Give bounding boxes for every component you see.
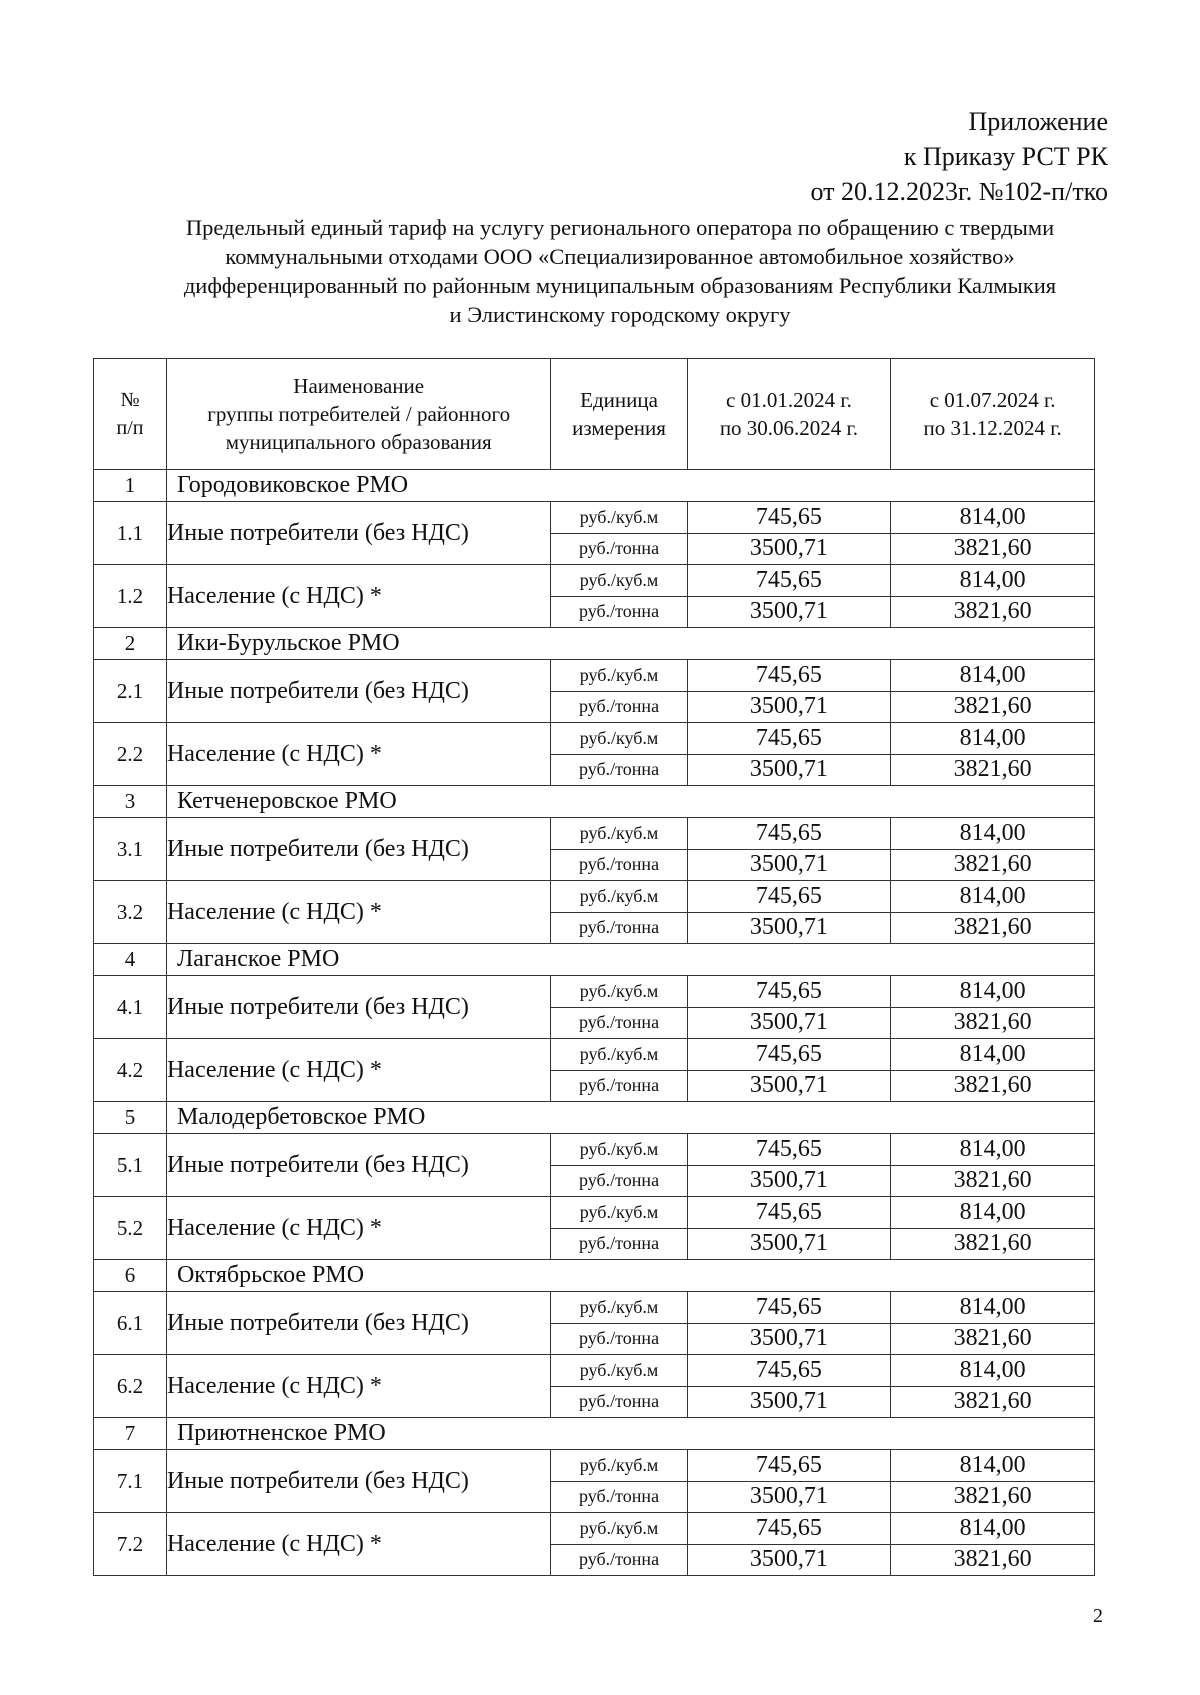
unit-cell: руб./куб.м [551,1039,687,1071]
tariff-period-1-value: 745,65 [687,1134,891,1166]
tariff-period-1-value: 3500,71 [687,1386,891,1418]
unit-cell: руб./тонна [551,1165,687,1197]
group-number: 5.1 [94,1134,167,1197]
consumer-group-name: Иные потребители (без НДС) [166,1292,550,1355]
district-row [94,786,1095,818]
tariff-period-2-value: 814,00 [891,976,1095,1008]
unit-cell: руб./куб.м [551,502,687,534]
tariff-period-2-value: 814,00 [891,1513,1095,1545]
tariff-period-1-value: 3500,71 [687,1544,891,1576]
tariff-row [94,976,1095,1008]
district-row [94,1418,1095,1450]
unit-cell: руб./тонна [551,596,687,628]
tariff-period-1-value: 3500,71 [687,1007,891,1039]
consumer-group-name: Население (с НДС) * [166,723,550,786]
consumer-group-name: Иные потребители (без НДС) [166,976,550,1039]
column-header-period-2 [891,359,1095,470]
tariff-period-2-value: 3821,60 [891,596,1095,628]
tariff-period-2-value: 814,00 [891,723,1095,755]
header-text: по 31.12.2024 г. [923,416,1062,440]
header-text: группы потребителей / районного [207,402,511,426]
consumer-group-name: Население (с НДС) * [166,881,550,944]
tariff-period-1-value: 745,65 [687,565,891,597]
tariff-table [93,358,1095,1576]
header-text: Единица [580,388,658,412]
district-number: 4 [94,944,167,976]
consumer-group-name: Иные потребители (без НДС) [166,1450,550,1513]
district-name: Приютненское РМО [166,1418,1094,1450]
consumer-group-name: Население (с НДС) * [166,565,550,628]
tariff-period-1-value: 3500,71 [687,691,891,723]
tariff-period-2-value: 3821,60 [891,1481,1095,1513]
tariff-row [94,1450,1095,1482]
tariff-period-2-value: 3821,60 [891,1228,1095,1260]
tariff-period-1-value: 3500,71 [687,1481,891,1513]
column-header-name [166,359,550,470]
tariff-period-2-value: 3821,60 [891,1165,1095,1197]
district-name: Лаганское РМО [166,944,1094,976]
unit-cell: руб./тонна [551,754,687,786]
tariff-row [94,881,1095,913]
header-text: с 01.01.2024 г. [726,388,852,412]
tariff-period-1-value: 745,65 [687,1355,891,1387]
tariff-period-1-value: 745,65 [687,881,891,913]
group-number: 3.2 [94,881,167,944]
district-number: 2 [94,628,167,660]
consumer-group-name: Население (с НДС) * [166,1355,550,1418]
group-number: 6.1 [94,1292,167,1355]
header-text: Наименование [293,374,425,398]
group-number: 7.1 [94,1450,167,1513]
consumer-group-name: Иные потребители (без НДС) [166,1134,550,1197]
tariff-period-1-value: 3500,71 [687,754,891,786]
tariff-period-1-value: 745,65 [687,723,891,755]
unit-cell: руб./куб.м [551,723,687,755]
group-number: 4.1 [94,976,167,1039]
tariff-period-2-value: 814,00 [891,1134,1095,1166]
header-order-reference: к Приказу РСТ РК [903,142,1108,171]
tariff-period-2-value: 3821,60 [891,912,1095,944]
group-number: 2.2 [94,723,167,786]
district-number: 5 [94,1102,167,1134]
district-name: Малодербетовское РМО [166,1102,1094,1134]
tariff-period-1-value: 3500,71 [687,533,891,565]
tariff-row [94,502,1095,534]
tariff-row [94,1039,1095,1071]
district-row [94,944,1095,976]
group-number: 5.2 [94,1197,167,1260]
tariff-period-2-value: 814,00 [891,1039,1095,1071]
consumer-group-name: Иные потребители (без НДС) [166,502,550,565]
group-number: 4.2 [94,1039,167,1102]
tariff-period-2-value: 814,00 [891,881,1095,913]
tariff-period-2-value: 3821,60 [891,1007,1095,1039]
unit-cell: руб./тонна [551,1070,687,1102]
unit-cell: руб./куб.м [551,660,687,692]
district-row [94,1260,1095,1292]
page-number: 2 [1093,1605,1103,1627]
header-text: с 01.07.2024 г. [929,388,1056,412]
tariff-period-2-value: 814,00 [891,818,1095,850]
unit-cell: руб./тонна [551,533,687,565]
tariff-period-1-value: 3500,71 [687,849,891,881]
tariff-row [94,1355,1095,1387]
header-text: по 30.06.2024 г. [719,416,859,440]
tariff-period-1-value: 3500,71 [687,912,891,944]
tariff-row [94,660,1095,692]
unit-cell: руб./куб.м [551,1450,687,1482]
unit-cell: руб./куб.м [551,1134,687,1166]
tariff-period-1-value: 3500,71 [687,596,891,628]
header-text: п/п [116,417,144,439]
unit-cell: руб./тонна [551,691,687,723]
tariff-period-1-value: 3500,71 [687,1323,891,1355]
unit-cell: руб./куб.м [551,565,687,597]
tariff-period-1-value: 745,65 [687,1197,891,1229]
unit-cell: руб./куб.м [551,1292,687,1324]
column-header-number [94,359,167,470]
unit-cell: руб./тонна [551,1544,687,1576]
tariff-period-2-value: 814,00 [891,502,1095,534]
title-line: Предельный единый тариф на услугу регионального оператора по обращению с твердыми [185,215,1055,240]
unit-cell: руб./тонна [551,1228,687,1260]
district-name: Городовиковское РМО [166,470,1094,502]
tariff-period-2-value: 3821,60 [891,1070,1095,1102]
title-line: и Элистинскому городскому округу [449,302,791,327]
consumer-group-name: Население (с НДС) * [166,1513,550,1576]
tariff-row [94,1197,1095,1229]
tariff-table-body [94,470,1095,1576]
tariff-period-2-value: 814,00 [891,565,1095,597]
group-number: 3.1 [94,818,167,881]
district-number: 7 [94,1418,167,1450]
group-number: 1.1 [94,502,167,565]
tariff-period-2-value: 814,00 [891,1292,1095,1324]
tariff-period-2-value: 3821,60 [891,1386,1095,1418]
tariff-period-1-value: 745,65 [687,660,891,692]
district-name: Кетченеровское РМО [166,786,1094,818]
group-number: 2.1 [94,660,167,723]
tariff-period-2-value: 814,00 [891,1450,1095,1482]
unit-cell: руб./тонна [551,1481,687,1513]
tariff-period-1-value: 745,65 [687,502,891,534]
consumer-group-name: Иные потребители (без НДС) [166,818,550,881]
unit-cell: руб./куб.м [551,881,687,913]
district-name: Октябрьское РМО [166,1260,1094,1292]
tariff-row [94,1292,1095,1324]
group-number: 7.2 [94,1513,167,1576]
header-order-date: от 20.12.2023г. №102-п/тко [810,177,1108,206]
tariff-period-2-value: 3821,60 [891,533,1095,565]
header-text: муниципального образования [225,430,492,454]
tariff-period-2-value: 3821,60 [891,1323,1095,1355]
tariff-period-2-value: 3821,60 [891,849,1095,881]
tariff-period-1-value: 745,65 [687,1292,891,1324]
tariff-period-2-value: 814,00 [891,1355,1095,1387]
district-number: 6 [94,1260,167,1292]
unit-cell: руб./куб.м [551,818,687,850]
table-header-row [94,359,1095,470]
tariff-period-1-value: 745,65 [687,1450,891,1482]
tariff-period-2-value: 3821,60 [891,691,1095,723]
district-row [94,1102,1095,1134]
group-number: 1.2 [94,565,167,628]
tariff-period-2-value: 814,00 [891,660,1095,692]
tariff-row [94,723,1095,755]
tariff-row [94,1513,1095,1545]
group-number: 6.2 [94,1355,167,1418]
tariff-period-1-value: 3500,71 [687,1228,891,1260]
district-row [94,628,1095,660]
tariff-period-1-value: 3500,71 [687,1070,891,1102]
tariff-period-2-value: 3821,60 [891,1544,1095,1576]
district-row [94,470,1095,502]
unit-cell: руб./тонна [551,1007,687,1039]
consumer-group-name: Иные потребители (без НДС) [166,660,550,723]
tariff-row [94,1134,1095,1166]
column-header-period-1 [687,359,891,470]
column-header-unit [551,359,687,470]
unit-cell: руб./тонна [551,849,687,881]
unit-cell: руб./куб.м [551,976,687,1008]
title-line: коммунальными отходами ООО «Специализированное автомобильное хозяйство» [225,244,1015,269]
header-text: измерения [572,416,666,440]
header-appendix-label: Приложение [968,107,1108,136]
tariff-period-1-value: 745,65 [687,976,891,1008]
document-title [130,213,1110,329]
consumer-group-name: Население (с НДС) * [166,1039,550,1102]
unit-cell: руб./куб.м [551,1355,687,1387]
unit-cell: руб./тонна [551,1323,687,1355]
district-number: 3 [94,786,167,818]
tariff-period-2-value: 814,00 [891,1197,1095,1229]
tariff-row [94,565,1095,597]
district-name: Ики-Бурульское РМО [166,628,1094,660]
consumer-group-name: Население (с НДС) * [166,1197,550,1260]
district-number: 1 [94,470,167,502]
tariff-row [94,818,1095,850]
tariff-period-1-value: 745,65 [687,1039,891,1071]
tariff-period-2-value: 3821,60 [891,754,1095,786]
unit-cell: руб./тонна [551,912,687,944]
header-text: № [120,389,140,411]
tariff-period-1-value: 3500,71 [687,1165,891,1197]
unit-cell: руб./тонна [551,1386,687,1418]
document-header [810,104,1108,209]
unit-cell: руб./куб.м [551,1197,687,1229]
tariff-period-1-value: 745,65 [687,1513,891,1545]
unit-cell: руб./куб.м [551,1513,687,1545]
tariff-period-1-value: 745,65 [687,818,891,850]
title-line: дифференцированный по районным муниципальным образованиям Республики Калмыкия [183,273,1057,298]
